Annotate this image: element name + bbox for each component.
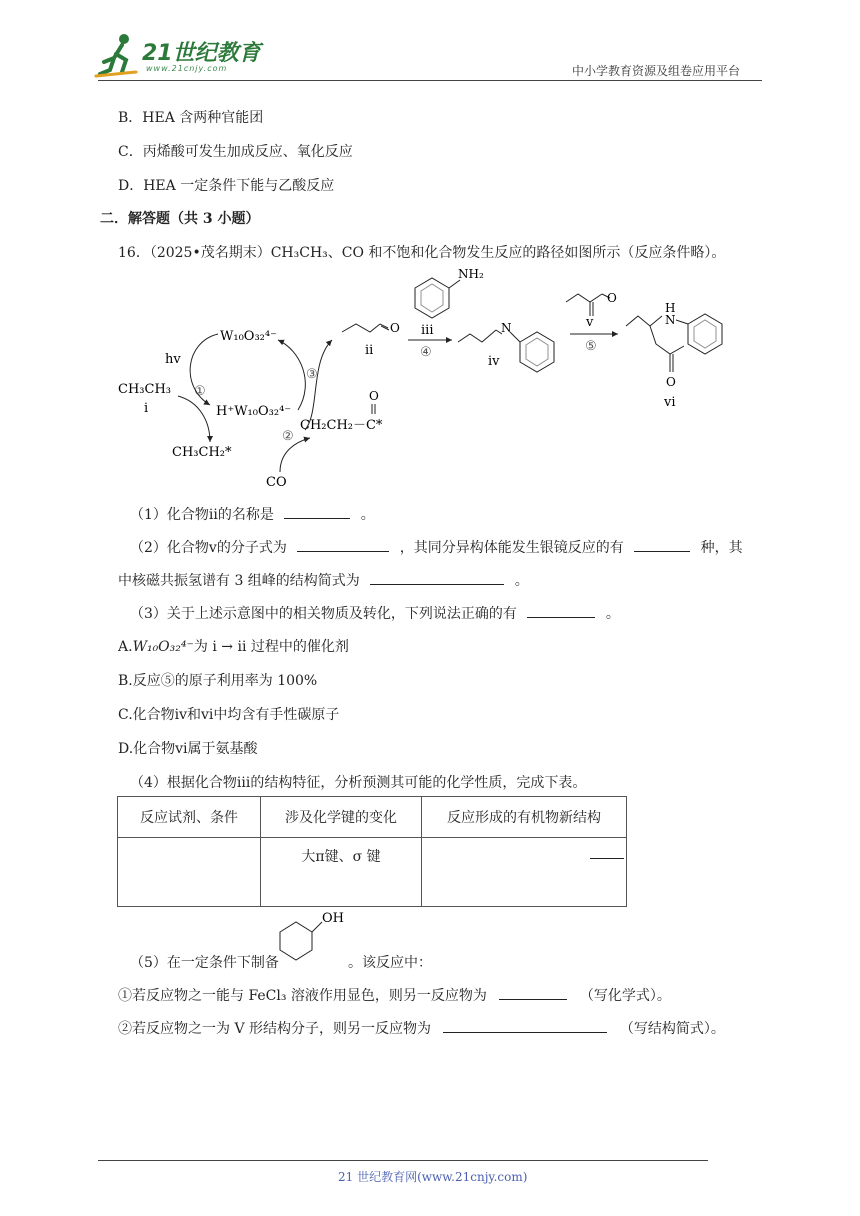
step-5-label: ⑤ (585, 339, 597, 354)
iv-n-label: N (501, 321, 512, 335)
question-3: （3）关于上述示意图中的相关物质及转化，下列说法正确的有 。 (130, 603, 620, 623)
answer-blank-2b[interactable] (634, 537, 690, 552)
vi-n-label: N (665, 313, 676, 327)
header-platform-name: 中小学教育资源及组卷应用平台 (572, 64, 741, 78)
question-2-cont: 中核磁共振氢谱有 3 组峰的结构简式为 。 (118, 570, 529, 590)
nh2-label: NH₂ (458, 267, 484, 281)
question-2: （2）化合物ⅴ的分子式为 ，其同分异构体能发生银镜反应的有 种，其 (130, 537, 743, 557)
acyl-o-label: O (369, 389, 379, 403)
v-o-label: O (607, 291, 617, 305)
option-d: D．HEA 一定条件下能与乙酸反应 (118, 178, 335, 194)
answer-blank-4[interactable] (590, 844, 624, 859)
compound-i-label: i (144, 401, 149, 416)
option-c: C．丙烯酸可发生加成反应、氧化反应 (118, 144, 353, 160)
table-header: 反应试剂、条件 (118, 797, 261, 838)
step-4-label: ④ (420, 345, 432, 360)
oh-label: OH (322, 911, 344, 926)
table-cell-bond: 大π键、σ 键 (261, 838, 422, 907)
footer-divider (98, 1160, 708, 1161)
cyclohexanol-structure (274, 908, 346, 966)
compound-v-label: v (586, 315, 594, 330)
co-label: CO (266, 475, 287, 490)
table-cell-structure[interactable] (422, 838, 627, 907)
section-title: 二．解答题（共 3 小题） (100, 211, 260, 227)
step-2-label: ② (282, 429, 294, 444)
table-header-row (118, 797, 627, 838)
option-3a: A.W₁₀O₃₂⁴⁻为 ⅰ → ⅱ 过程中的催化剂 (118, 639, 349, 655)
header-divider (98, 80, 762, 81)
answer-blank-2a[interactable] (297, 537, 389, 552)
step-1-label: ① (194, 384, 206, 399)
vi-o-label: O (666, 375, 676, 389)
logo-title: 21世纪教育 (142, 41, 261, 66)
catalyst-h-label: H⁺W₁₀O₃₂⁴⁻ (216, 404, 292, 419)
acyl-radical-label: CH₂CH₂－C* (300, 418, 383, 433)
question-5: （5）在一定条件下制备 (130, 955, 279, 971)
footer-text: 21 世纪教育网(www.21cnjy.com) (338, 1170, 528, 1184)
properties-table (117, 796, 627, 907)
ethyl-radical-label: CH₃CH₂* (172, 445, 232, 460)
question-5-tail: 。该反应中： (348, 955, 432, 971)
table-cell-reagent[interactable] (118, 838, 261, 907)
catalyst-label: W₁₀O₃₂⁴⁻ (220, 329, 277, 344)
table-header: 涉及化学键的变化 (261, 797, 422, 838)
question-4: （4）根据化合物ⅲ的结构特征，分析预测其可能的化学性质，完成下表。 (130, 775, 587, 791)
runner-logo-icon (92, 32, 142, 78)
compound-iv-label: iv (488, 354, 500, 369)
question-1: （1）化合物ⅱ的名称是 。 (130, 504, 375, 524)
logo-url: www.21cnjy.com (146, 64, 228, 73)
ethane-label: CH₃CH₃ (118, 382, 171, 397)
answer-blank-2c[interactable] (370, 570, 504, 585)
option-3d: D.化合物ⅵ属于氨基酸 (118, 741, 258, 757)
option-3b: B.反应⑤的原子利用率为 100% (118, 673, 318, 689)
question-5-1: ①若反应物之一能与 FeCl₃ 溶液作用显色，则另一反应物为 （写化学式）。 (118, 985, 671, 1005)
compound-vi-label: vi (664, 395, 676, 410)
table-header: 反应形成的有机物新结构 (422, 797, 627, 838)
compound-iii-label: iii (421, 323, 434, 338)
answer-blank-5a[interactable] (499, 985, 567, 1000)
question-16-stem: 16．（2025•茂名期末）CH₃CH₃、CO 和不饱和化合物发生反应的路径如图所示（反应条件略）。 (118, 245, 726, 261)
vi-h-label: H (665, 301, 676, 315)
header-logo (92, 30, 262, 80)
hv-label: hv (165, 352, 181, 367)
reaction-pathway-diagram (110, 262, 750, 492)
table-row (118, 838, 627, 907)
compound-ii-label: ii (365, 343, 374, 358)
answer-blank-5b[interactable] (443, 1018, 607, 1033)
answer-blank-1[interactable] (284, 504, 350, 519)
answer-blank-3[interactable] (527, 603, 595, 618)
ii-o-label: O (390, 321, 400, 335)
step-3-label: ③ (306, 367, 318, 382)
question-5-2: ②若反应物之一为 V 形结构分子，则另一反应物为 （写结构简式）。 (118, 1018, 725, 1038)
option-3c: C.化合物ⅳ和ⅵ中均含有手性碳原子 (118, 707, 340, 723)
option-b: B．HEA 含两种官能团 (118, 110, 264, 126)
